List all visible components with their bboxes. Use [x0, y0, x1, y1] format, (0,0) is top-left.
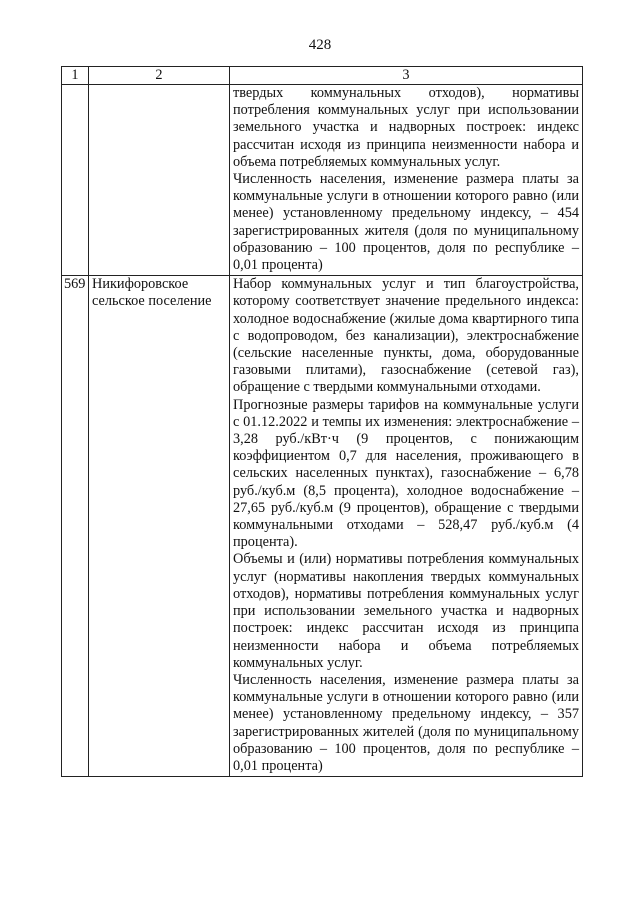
description-paragraph: Объемы и (или) нормативы потребления коммунальных услуг (нормативы накопления твердых коммунальных отходов), нормативы потребления коммунальных услуг при использовании земельного участка и надворных построек: индекс рассчитан исходя из принципа неизменности набора и объема потребляемых коммунальных услуг.	[233, 551, 579, 671]
table-header-row	[62, 67, 583, 85]
description-paragraph: Прогнозные размеры тарифов на коммунальные услуги с 01.12.2022 и темпы их изменения: электроснабжение – 3,28 руб./кВт·ч (9 процентов, с понижающим коэффициентом 0,7 для населения, проживающего в сельских населенных пунктах), газоснабжение – 6,78 руб./куб.м (8,5 процента), холодное водоснабжение – 27,65 руб./куб.м (9 процентов), обращение с твердыми коммунальными отходами – 528,47 руб./куб.м (4 процента).	[233, 396, 579, 551]
description-paragraph: Набор коммунальных услуг и тип благоустройства, которому соответствует значение предельного индекса: холодное водоснабжение (жилые дома квартирного типа с водопроводом, без канализации), электроснабжение (сельские населенные пункты, дома, оборудованные газовыми плитами), газоснабжение (сетевой газ), обращение с твердыми коммунальными отходами.	[233, 276, 579, 396]
document-table	[61, 66, 583, 777]
table-row	[62, 85, 583, 276]
settlement-name: Никифоровское сельское поселение	[89, 276, 230, 777]
settlement-name	[89, 85, 230, 276]
header-col-2: 2	[89, 67, 230, 85]
table-row	[62, 276, 583, 777]
description-cell	[230, 85, 583, 276]
description-cell	[230, 276, 583, 777]
description-paragraph: Численность населения, изменение размера платы за коммунальные услуги в отношении которого равно (или менее) установленному предельному индексу, – 454 зарегистрированных жителя (доля по муниципальному образованию – 100 процентов, доля по республике – 0,01 процента)	[233, 171, 579, 274]
header-col-3: 3	[230, 67, 583, 85]
page-number: 428	[308, 37, 332, 53]
description-paragraph: твердых коммунальных отходов), нормативы потребления коммунальных услуг при использовании земельного участка и надворных построек: индекс рассчитан исходя из принципа неизменности набора и объема потребляемых коммунальных услуг.	[233, 85, 579, 170]
header-col-1: 1	[62, 67, 89, 85]
row-number	[62, 85, 89, 276]
row-number: 569	[62, 276, 89, 777]
description-paragraph: Численность населения, изменение размера платы за коммунальные услуги в отношении которого равно (или менее) установленному предельному индексу, – 357 зарегистрированных жителей (доля по муниципальному образованию – 100 процентов, доля по республике – 0,01 процента)	[233, 671, 579, 774]
